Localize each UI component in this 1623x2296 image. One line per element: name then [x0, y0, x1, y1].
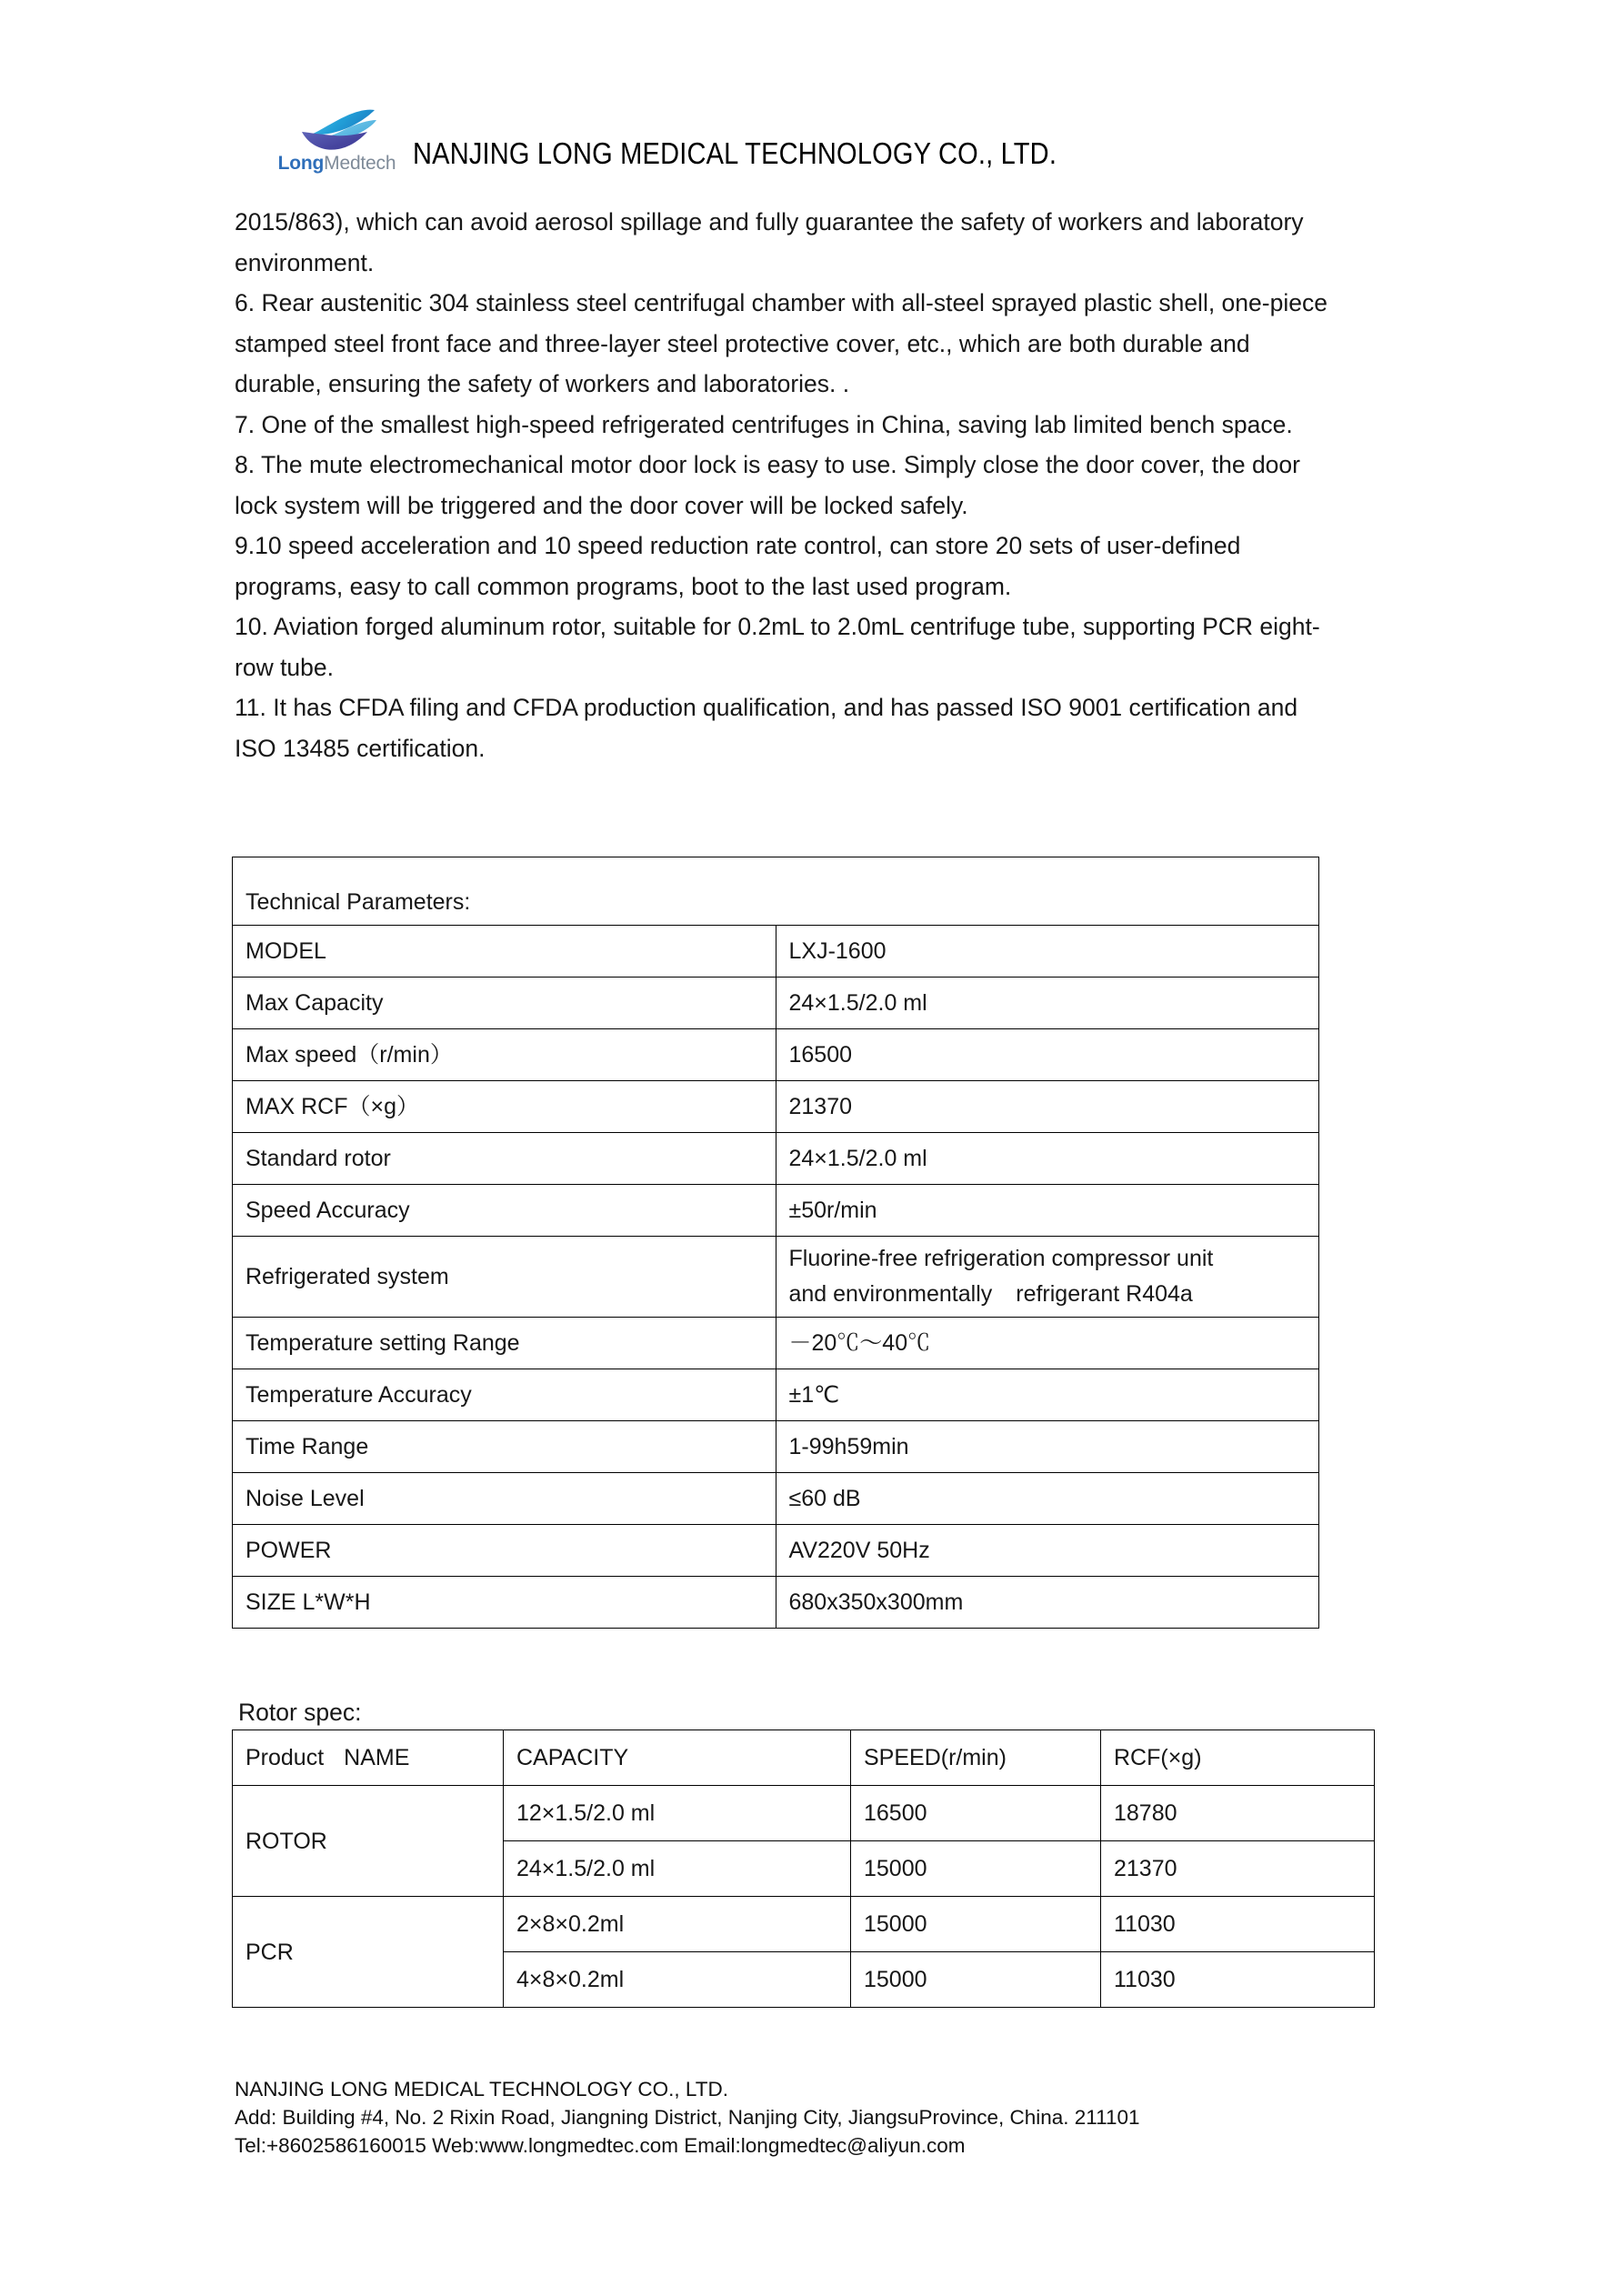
param-key-max-speed: Max speed（r/min） — [233, 1029, 776, 1081]
param-value-model: LXJ-1600 — [776, 926, 1319, 978]
param-key-max-rcf: MAX RCF（×g） — [233, 1081, 776, 1133]
footer-company-name: NANJING LONG MEDICAL TECHNOLOGY CO., LTD. — [235, 2078, 729, 2100]
param-key-temp-setting-range: Temperature setting Range — [233, 1318, 776, 1369]
param-value-time-range: 1-99h59min — [776, 1421, 1319, 1473]
refrigerated-line-2b: refrigerant R404a — [1016, 1281, 1193, 1307]
rotor-header-name: NAME — [344, 1745, 410, 1770]
rotor-header-product-name — [233, 1730, 504, 1786]
table-row — [233, 1369, 1319, 1421]
paragraph-11: 11. It has CFDA filing and CFDA production qualification, and has passed ISO 9001 certification and ISO 13485 certification. — [235, 694, 1298, 762]
rotor-rcf-value: 11030 — [1101, 1897, 1375, 1952]
rotor-header-capacity: CAPACITY — [504, 1730, 851, 1786]
paragraph-intro: 2015/863), which can avoid aerosol spillage and fully guarantee the safety of workers and laboratory environment. — [235, 208, 1304, 276]
table-row — [233, 1577, 1319, 1629]
logo-word-long: Long — [277, 153, 325, 174]
company-title: NANJING LONG MEDICAL TECHNOLOGY CO., LTD. — [413, 136, 1057, 170]
table-row — [233, 1185, 1319, 1237]
rotor-spec-table-wrapper — [232, 1730, 1319, 2008]
rotor-rcf-value: 21370 — [1101, 1841, 1375, 1897]
technical-parameters-table-wrapper — [232, 857, 1319, 1629]
table-row — [233, 1473, 1319, 1525]
footer-address: Add: Building #4, No. 2 Rixin Road, Jiangning District, Nanjing City, JiangsuProvince, China. 211101 — [235, 2106, 1140, 2129]
param-value-refrigerated-system — [776, 1237, 1319, 1318]
table-row — [233, 1237, 1319, 1318]
rotor-capacity-value: 24×1.5/2.0 ml — [504, 1841, 851, 1897]
param-key-time-range: Time Range — [233, 1421, 776, 1473]
table-row — [233, 1318, 1319, 1369]
rotor-header-rcf: RCF(×g) — [1101, 1730, 1375, 1786]
rotor-rcf-value: 11030 — [1101, 1952, 1375, 2008]
body-text-block — [235, 202, 1330, 768]
param-value-speed-accuracy: ±50r/min — [776, 1185, 1319, 1237]
rotor-rcf-value: 18780 — [1101, 1786, 1375, 1841]
param-key-speed-accuracy: Speed Accuracy — [233, 1185, 776, 1237]
param-value-temp-setting-range: －20℃～40℃ — [776, 1318, 1319, 1369]
company-logo — [271, 107, 403, 185]
rotor-capacity-value: 12×1.5/2.0 ml — [504, 1786, 851, 1841]
footer-contact: Tel:+8602586160015 Web:www.longmedtec.com Email:longmedtec@aliyun.com — [235, 2134, 966, 2157]
paragraph-7: 7. One of the smallest high-speed refrigerated centrifuges in China, saving lab limited bench space. — [235, 410, 1293, 438]
table-row — [233, 1133, 1319, 1185]
paragraph-8: 8. The mute electromechanical motor door lock is easy to use. Simply close the door cover, the door lock system will be triggered and the door cover will be locked safely. — [235, 451, 1300, 519]
page-footer — [235, 2075, 1353, 2160]
param-key-max-capacity: Max Capacity — [233, 978, 776, 1029]
table-row — [233, 926, 1319, 978]
table-row — [233, 978, 1319, 1029]
paragraph-6: 6. Rear austenitic 304 stainless steel centrifugal chamber with all-steel sprayed plastic shell, one-piece stamped steel front face and three-layer steel protective cover, etc., which are both durable and durable, ensuring the safety of workers and laboratories. . — [235, 289, 1327, 397]
table-header-row — [233, 1730, 1375, 1786]
wave-bird-logo-icon — [296, 107, 378, 155]
rotor-speed-value: 15000 — [851, 1952, 1101, 2008]
paragraph-10: 10. Aviation forged aluminum rotor, suitable for 0.2mL to 2.0mL centrifuge tube, supporting PCR eight-row tube. — [235, 613, 1320, 681]
rotor-speed-value: 16500 — [851, 1786, 1101, 1841]
param-key-noise-level: Noise Level — [233, 1473, 776, 1525]
rotor-speed-value: 15000 — [851, 1841, 1101, 1897]
param-value-size: 680x350x300mm — [776, 1577, 1319, 1629]
logo-word-medtech: Medtech — [324, 153, 396, 174]
page-header — [235, 107, 1326, 189]
table-row — [233, 1525, 1319, 1577]
table-row — [233, 857, 1319, 926]
rotor-spec-caption: Rotor spec: — [238, 1699, 362, 1726]
paragraph-9: 9.10 speed acceleration and 10 speed reduction rate control, can store 20 sets of user-defined programs, easy to call common programs, boot to the last used program. — [235, 532, 1241, 600]
logo-wordmark — [271, 153, 403, 175]
rotor-group-label-pcr: PCR — [233, 1897, 504, 2008]
table-row — [233, 1786, 1375, 1841]
param-key-standard-rotor: Standard rotor — [233, 1133, 776, 1185]
table-row — [233, 1421, 1319, 1473]
param-value-temp-accuracy: ±1℃ — [776, 1369, 1319, 1421]
param-value-max-capacity: 24×1.5/2.0 ml — [776, 978, 1319, 1029]
table-row — [233, 1897, 1375, 1952]
technical-parameters-title: Technical Parameters: — [233, 857, 1319, 926]
rotor-spec-table — [232, 1730, 1375, 2008]
param-value-standard-rotor: 24×1.5/2.0 ml — [776, 1133, 1319, 1185]
refrigerated-line-2a: and environmentally — [788, 1281, 993, 1307]
param-value-max-rcf: 21370 — [776, 1081, 1319, 1133]
table-row — [233, 1029, 1319, 1081]
param-value-power: AV220V 50Hz — [776, 1525, 1319, 1577]
refrigerated-line-1: Fluorine-free refrigeration compressor unit — [788, 1246, 1214, 1271]
rotor-capacity-value: 2×8×0.2ml — [504, 1897, 851, 1952]
table-row — [233, 1081, 1319, 1133]
rotor-speed-value: 15000 — [851, 1897, 1101, 1952]
rotor-header-product: Product — [245, 1745, 325, 1770]
param-key-model: MODEL — [233, 926, 776, 978]
technical-parameters-table — [232, 857, 1319, 1629]
param-key-size: SIZE L*W*H — [233, 1577, 776, 1629]
rotor-group-label-rotor: ROTOR — [233, 1786, 504, 1897]
param-key-power: POWER — [233, 1525, 776, 1577]
param-key-temp-accuracy: Temperature Accuracy — [233, 1369, 776, 1421]
param-value-max-speed: 16500 — [776, 1029, 1319, 1081]
rotor-header-speed: SPEED(r/min) — [851, 1730, 1101, 1786]
param-value-noise-level: ≤60 dB — [776, 1473, 1319, 1525]
param-key-refrigerated-system: Refrigerated system — [233, 1237, 776, 1318]
rotor-capacity-value: 4×8×0.2ml — [504, 1952, 851, 2008]
